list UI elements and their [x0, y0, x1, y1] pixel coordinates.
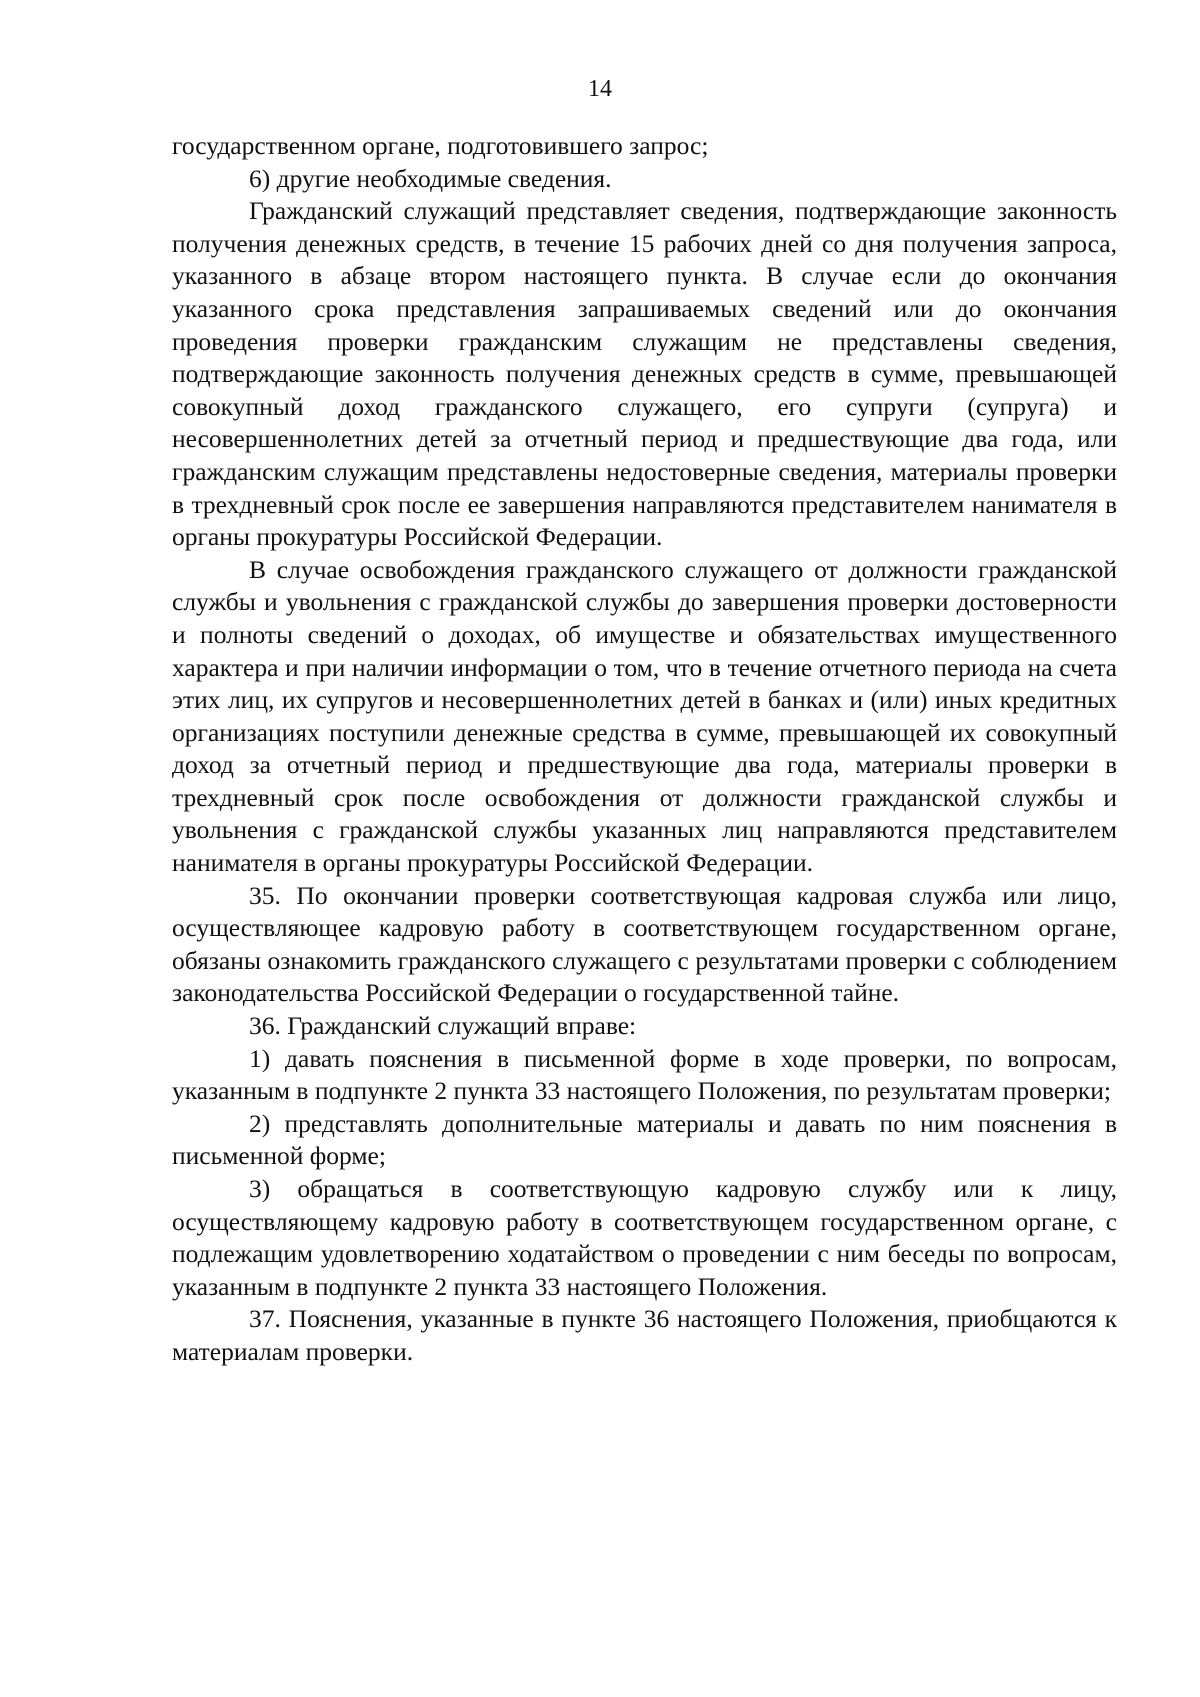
paragraph-continuation: государственном органе, подготовившего запрос; — [172, 131, 709, 160]
paragraph-item-6: 6) другие необходимые сведения. — [249, 163, 612, 193]
page-number: 14 — [588, 76, 612, 102]
document-body — [172, 130, 1117, 1369]
paragraph-section-37: 37. Пояснения, указанные в пункте 36 настоящего Положения, приобщаются к материалам проверки. — [172, 1304, 1117, 1366]
paragraph-section-36-item-1: 1) давать пояснения в письменной форме в ходе проверки, по вопросам, указанным в подпункте 2 пункта 33 настоящего Положения, по результатам проверки; — [172, 1043, 1117, 1106]
paragraph-section-36: 36. Гражданский служащий вправе: — [249, 1011, 637, 1041]
paragraph-civil-servant-info: Гражданский служащий представляет сведения, подтверждающие законность получения денежных средств, в течение 15 рабочих дней со дня получения запроса, указанного в абзаце втором настоящего пункта. В случае если до окончания указанного срока представления запрашиваемых сведений или до окончания проведения проверки гражданским служащим не представлены сведения, подтверждающие законность получения денежных средств в сумме, превышающей совокупный доход гражданского служащего, его супруги (супруга) и несовершеннолетних детей за отчетный период и предшествующие два года, или гражданским служащим представлены недостоверные сведения, материалы проверки в трехдневный срок после ее завершения направляются представителем нанимателя в органы прокуратуры Российской Федерации. — [172, 196, 1117, 552]
paragraph-section-35: 35. По окончании проверки соответствующая кадровая служба или лицо, осуществляющее кадровую работу в соответствующем государственном органе, обязаны ознакомить гражданского служащего с результатами проверки с соблюдением законодательства Российской Федерации о государственной тайне. — [172, 880, 1117, 1008]
paragraph-section-36-item-3: 3) обращаться в соответствующую кадровую службу или к лицу, осуществляющему кадровую работу в соответствующем государственном органе, с подлежащим удовлетворению ходатайством о проведении с ним беседы по вопросам, указанным в подпункте 2 пункта 33 настоящего Положения. — [172, 1174, 1117, 1301]
paragraph-section-36-item-2: 2) представлять дополнительные материалы и давать по ним пояснения в письменной форме; — [172, 1108, 1117, 1171]
paragraph-dismissal-case: В случае освобождения гражданского служащего от должности гражданской службы и увольнения с гражданской службы до завершения проверки достоверности и полноты сведений о доходах, об имуществе и обязательствах имущественного характера и при наличии информации о том, что в течение отчетного периода на счета этих лиц, их супругов и несовершеннолетних детей в банках и (или) иных кредитных организациях поступили денежные средства в сумме, превышающей их совокупный доход за отчетный период и предшествующие два года, материалы проверки в трехдневный срок после освобождения от должности гражданской службы и увольнения с гражданской службы указанных лиц направляются представителем нанимателя в органы прокуратуры Российской Федерации. — [172, 554, 1117, 878]
